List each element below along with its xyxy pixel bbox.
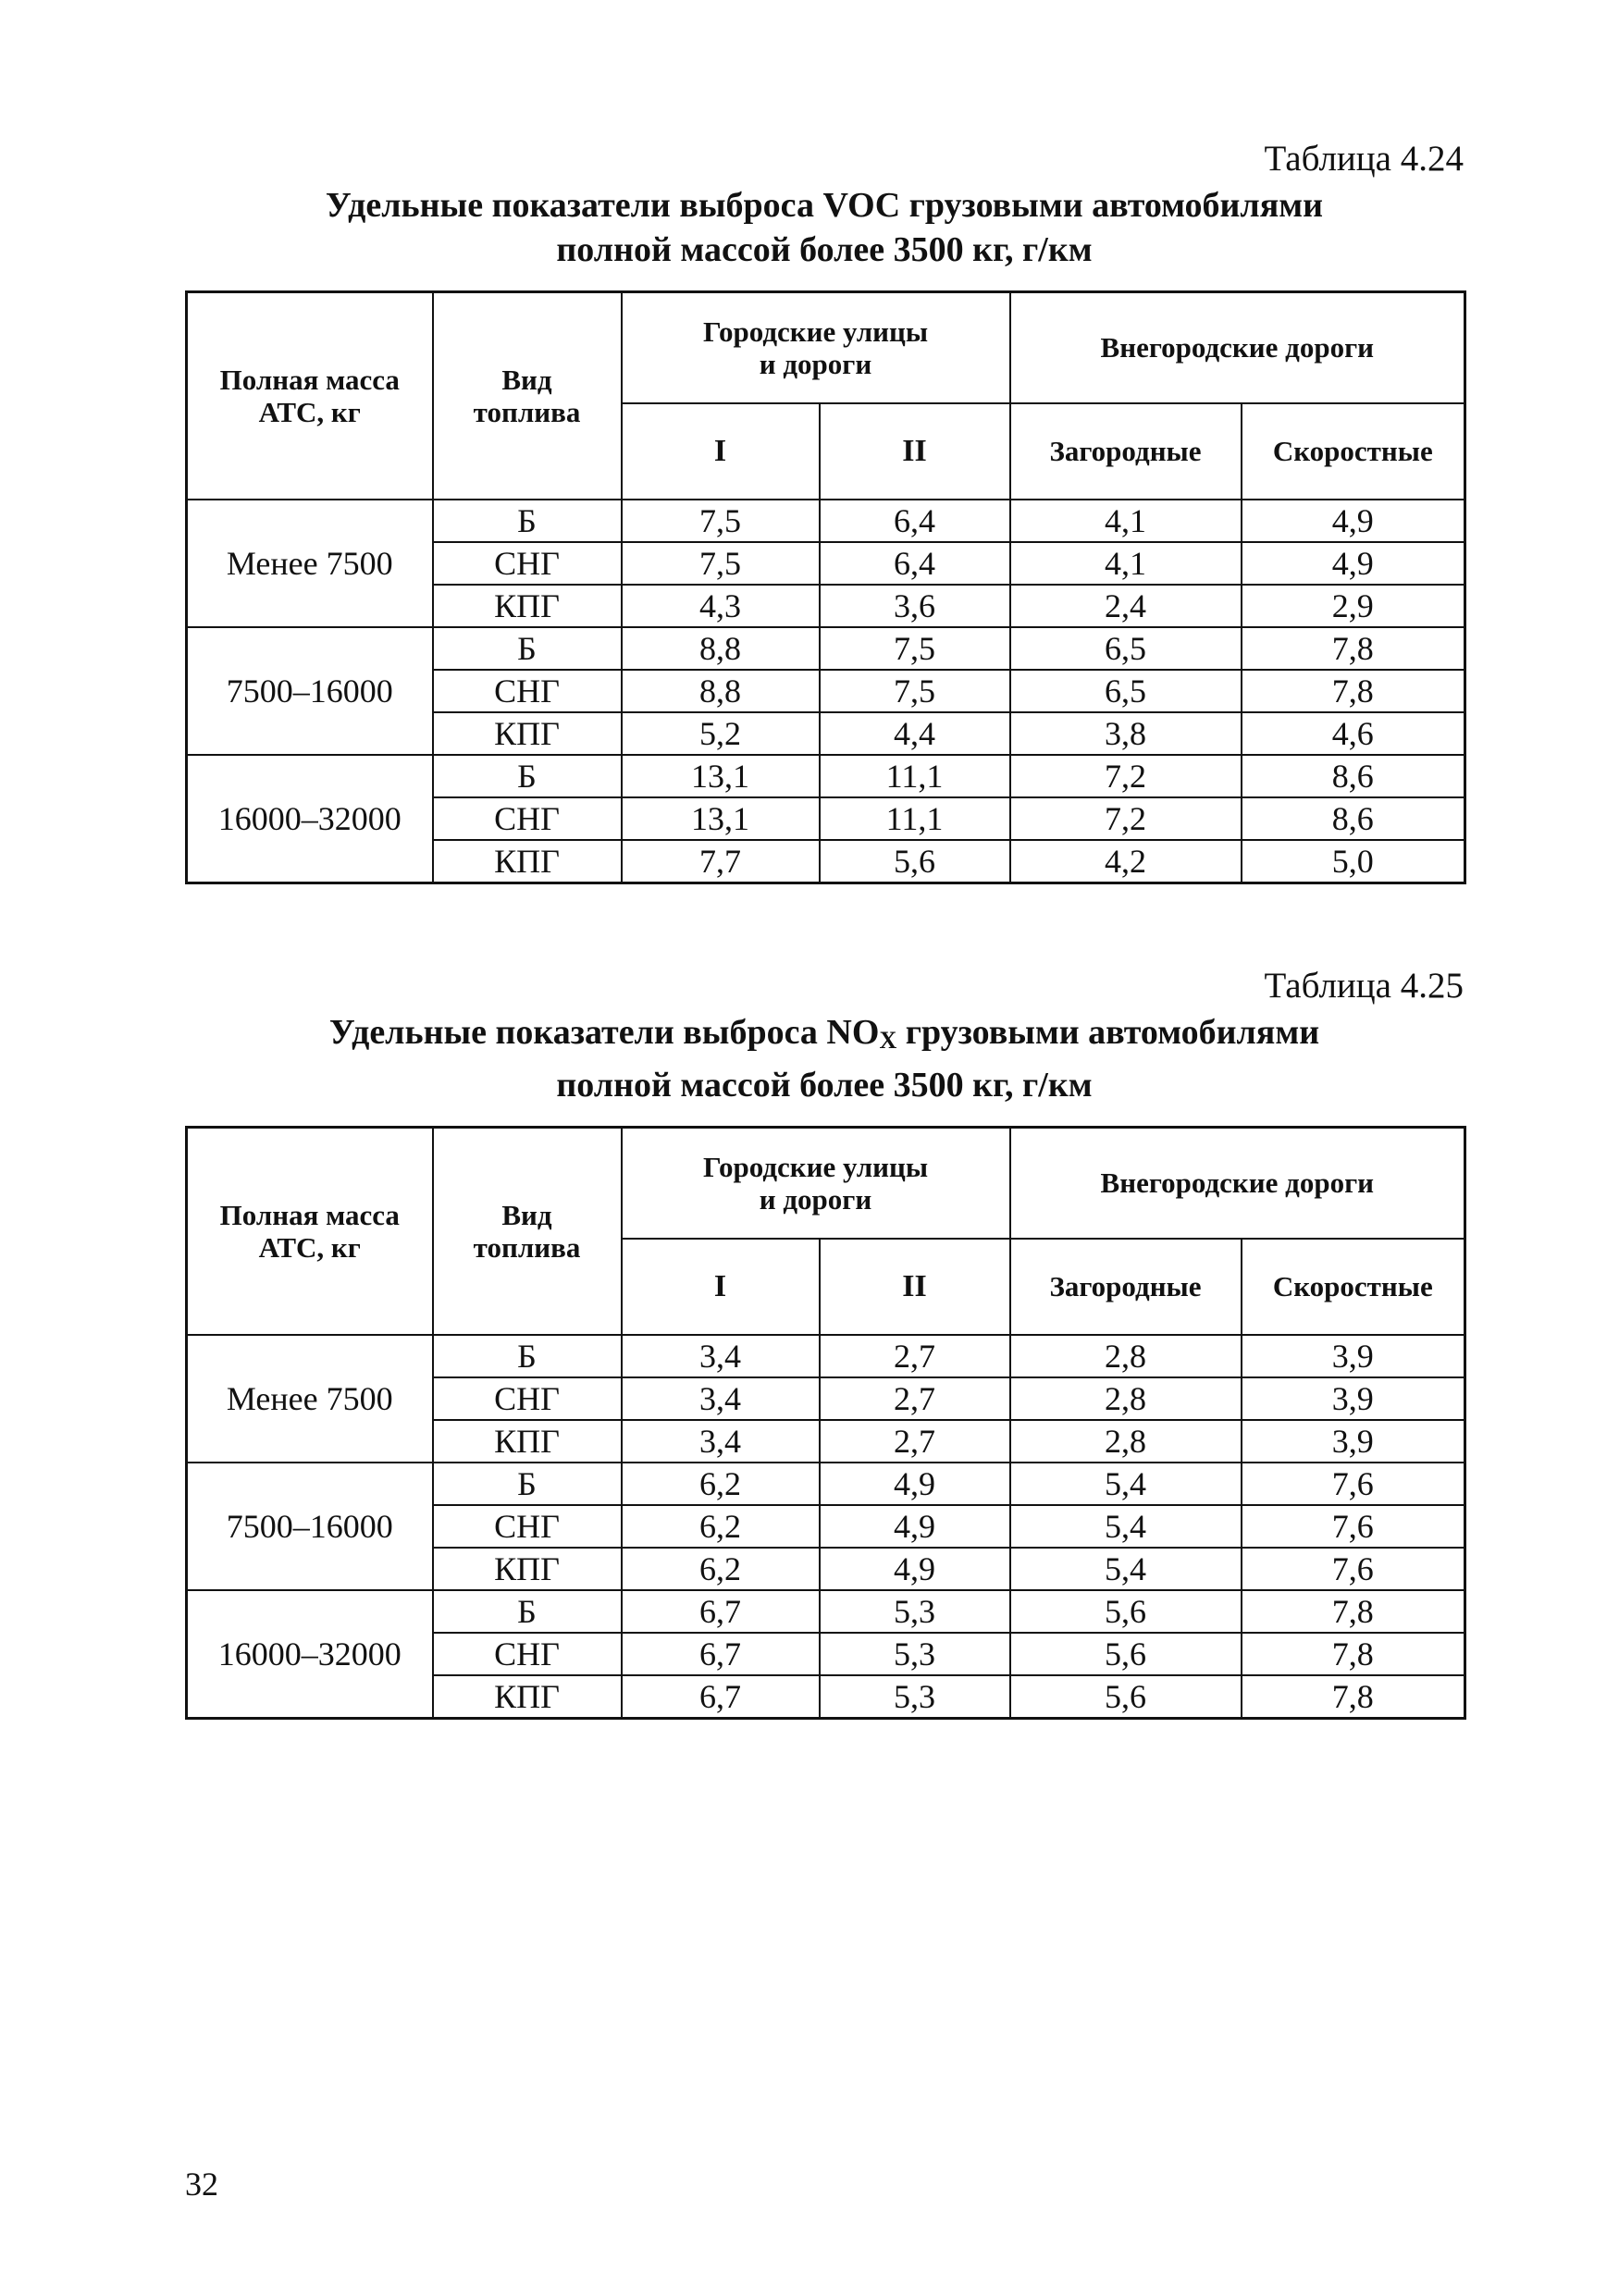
value-cell: 13,1 bbox=[622, 797, 820, 840]
value-cell: 6,2 bbox=[622, 1548, 820, 1590]
table-row bbox=[187, 1335, 1465, 1377]
table-row bbox=[187, 1463, 1465, 1505]
table-block-4-24 bbox=[185, 137, 1464, 884]
table-row bbox=[187, 627, 1465, 670]
value-cell: 3,9 bbox=[1242, 1420, 1465, 1463]
value-cell: 4,4 bbox=[820, 712, 1010, 755]
value-cell: 7,5 bbox=[622, 500, 820, 542]
value-cell: 7,8 bbox=[1242, 627, 1465, 670]
value-cell: 3,4 bbox=[622, 1377, 820, 1420]
value-cell: 7,2 bbox=[1010, 797, 1242, 840]
value-cell: 6,5 bbox=[1010, 670, 1242, 712]
value-cell: 2,8 bbox=[1010, 1335, 1242, 1377]
table-body bbox=[187, 1335, 1465, 1719]
mass-cell: Менее 7500 bbox=[187, 500, 433, 627]
table-row bbox=[187, 755, 1465, 797]
value-cell: 5,6 bbox=[1010, 1675, 1242, 1719]
value-cell: 7,8 bbox=[1242, 1675, 1465, 1719]
value-cell: 5,4 bbox=[1010, 1548, 1242, 1590]
value-cell: 5,3 bbox=[820, 1675, 1010, 1719]
fuel-cell: СНГ bbox=[433, 1377, 622, 1420]
value-cell: 7,5 bbox=[820, 627, 1010, 670]
value-cell: 7,2 bbox=[1010, 755, 1242, 797]
table-title bbox=[185, 183, 1464, 272]
fuel-cell: КПГ bbox=[433, 840, 622, 883]
value-cell: 5,6 bbox=[820, 840, 1010, 883]
fuel-cell: КПГ bbox=[433, 1548, 622, 1590]
value-cell: 7,6 bbox=[1242, 1505, 1465, 1548]
header-city-roads: Городские улицы и дороги bbox=[622, 292, 1010, 403]
emissions-table bbox=[185, 1126, 1466, 1720]
table-title bbox=[185, 1010, 1464, 1107]
header-col-ii: II bbox=[820, 403, 1010, 500]
value-cell: 4,9 bbox=[1242, 542, 1465, 585]
header-col-highway: Скоростные bbox=[1242, 403, 1465, 500]
header-col-suburban: Загородные bbox=[1010, 1239, 1242, 1335]
value-cell: 6,2 bbox=[622, 1505, 820, 1548]
value-cell: 5,6 bbox=[1010, 1633, 1242, 1675]
value-cell: 7,5 bbox=[622, 542, 820, 585]
value-cell: 3,6 bbox=[820, 585, 1010, 627]
value-cell: 3,9 bbox=[1242, 1377, 1465, 1420]
value-cell: 6,4 bbox=[820, 542, 1010, 585]
value-cell: 2,8 bbox=[1010, 1420, 1242, 1463]
value-cell: 2,8 bbox=[1010, 1377, 1242, 1420]
value-cell: 4,2 bbox=[1010, 840, 1242, 883]
table-title-line2: полной массой более 3500 кг, г/км bbox=[556, 230, 1093, 269]
mass-cell: 7500–16000 bbox=[187, 1463, 433, 1590]
value-cell: 6,7 bbox=[622, 1675, 820, 1719]
value-cell: 7,8 bbox=[1242, 1590, 1465, 1633]
fuel-cell: СНГ bbox=[433, 797, 622, 840]
value-cell: 7,6 bbox=[1242, 1463, 1465, 1505]
fuel-cell: Б bbox=[433, 755, 622, 797]
value-cell: 4,6 bbox=[1242, 712, 1465, 755]
value-cell: 5,2 bbox=[622, 712, 820, 755]
value-cell: 7,6 bbox=[1242, 1548, 1465, 1590]
value-cell: 7,7 bbox=[622, 840, 820, 883]
header-city-roads: Городские улицы и дороги bbox=[622, 1128, 1010, 1239]
value-cell: 6,7 bbox=[622, 1633, 820, 1675]
value-cell: 8,8 bbox=[622, 627, 820, 670]
mass-cell: 16000–32000 bbox=[187, 755, 433, 883]
value-cell: 11,1 bbox=[820, 755, 1010, 797]
header-col-i: I bbox=[622, 403, 820, 500]
header-fuel: Вид топлива bbox=[433, 1128, 622, 1335]
value-cell: 4,9 bbox=[820, 1548, 1010, 1590]
header-col-suburban: Загородные bbox=[1010, 403, 1242, 500]
table-row bbox=[187, 1590, 1465, 1633]
value-cell: 3,8 bbox=[1010, 712, 1242, 755]
header-col-highway: Скоростные bbox=[1242, 1239, 1465, 1335]
value-cell: 2,7 bbox=[820, 1420, 1010, 1463]
value-cell: 2,9 bbox=[1242, 585, 1465, 627]
value-cell: 6,4 bbox=[820, 500, 1010, 542]
value-cell: 4,1 bbox=[1010, 542, 1242, 585]
value-cell: 2,4 bbox=[1010, 585, 1242, 627]
page-number: 32 bbox=[185, 2166, 218, 2203]
mass-cell: 7500–16000 bbox=[187, 627, 433, 755]
table-row bbox=[187, 500, 1465, 542]
value-cell: 3,4 bbox=[622, 1420, 820, 1463]
value-cell: 11,1 bbox=[820, 797, 1010, 840]
value-cell: 5,6 bbox=[1010, 1590, 1242, 1633]
table-title-line1: Удельные показатели выброса VOC грузовыми автомобилями bbox=[325, 186, 1324, 225]
header-outside-roads: Внегородские дороги bbox=[1010, 1128, 1465, 1239]
value-cell: 2,7 bbox=[820, 1377, 1010, 1420]
table-body bbox=[187, 500, 1465, 883]
fuel-cell: СНГ bbox=[433, 670, 622, 712]
header-mass: Полная масса АТС, кг bbox=[187, 1128, 433, 1335]
value-cell: 4,9 bbox=[1242, 500, 1465, 542]
value-cell: 3,9 bbox=[1242, 1335, 1465, 1377]
fuel-cell: Б bbox=[433, 1463, 622, 1505]
value-cell: 7,8 bbox=[1242, 1633, 1465, 1675]
fuel-cell: Б bbox=[433, 627, 622, 670]
fuel-cell: Б bbox=[433, 1590, 622, 1633]
mass-cell: Менее 7500 bbox=[187, 1335, 433, 1463]
fuel-cell: Б bbox=[433, 500, 622, 542]
table-number: Таблица 4.25 bbox=[1264, 966, 1464, 1006]
table-title-line1: Удельные показатели выброса $NO_X$ грузовыми автомобилями bbox=[328, 1013, 1320, 1054]
fuel-cell: КПГ bbox=[433, 1420, 622, 1463]
header-outside-roads: Внегородские дороги bbox=[1010, 292, 1465, 403]
header-col-i: I bbox=[622, 1239, 820, 1335]
mass-cell: 16000–32000 bbox=[187, 1590, 433, 1719]
value-cell: 2,7 bbox=[820, 1335, 1010, 1377]
value-cell: 5,3 bbox=[820, 1633, 1010, 1675]
value-cell: 5,4 bbox=[1010, 1463, 1242, 1505]
value-cell: 8,8 bbox=[622, 670, 820, 712]
value-cell: 6,5 bbox=[1010, 627, 1242, 670]
value-cell: 8,6 bbox=[1242, 797, 1465, 840]
value-cell: 4,3 bbox=[622, 585, 820, 627]
value-cell: 5,0 bbox=[1242, 840, 1465, 883]
value-cell: 6,7 bbox=[622, 1590, 820, 1633]
value-cell: 4,9 bbox=[820, 1505, 1010, 1548]
emissions-table bbox=[185, 290, 1466, 884]
fuel-cell: КПГ bbox=[433, 712, 622, 755]
fuel-cell: СНГ bbox=[433, 1633, 622, 1675]
fuel-cell: СНГ bbox=[433, 542, 622, 585]
value-cell: 13,1 bbox=[622, 755, 820, 797]
fuel-cell: КПГ bbox=[433, 1675, 622, 1719]
table-number: Таблица 4.24 bbox=[1264, 139, 1464, 179]
header-mass: Полная масса АТС, кг bbox=[187, 292, 433, 500]
fuel-cell: СНГ bbox=[433, 1505, 622, 1548]
value-cell: 5,4 bbox=[1010, 1505, 1242, 1548]
fuel-cell: КПГ bbox=[433, 585, 622, 627]
value-cell: 3,4 bbox=[622, 1335, 820, 1377]
table-block-4-25 bbox=[185, 964, 1464, 1720]
value-cell: 7,5 bbox=[820, 670, 1010, 712]
header-fuel: Вид топлива bbox=[433, 292, 622, 500]
value-cell: 7,8 bbox=[1242, 670, 1465, 712]
value-cell: 4,1 bbox=[1010, 500, 1242, 542]
value-cell: 6,2 bbox=[622, 1463, 820, 1505]
fuel-cell: Б bbox=[433, 1335, 622, 1377]
table-title-line2: полной массой более 3500 кг, г/км bbox=[556, 1066, 1093, 1105]
value-cell: 4,9 bbox=[820, 1463, 1010, 1505]
value-cell: 5,3 bbox=[820, 1590, 1010, 1633]
header-col-ii: II bbox=[820, 1239, 1010, 1335]
value-cell: 8,6 bbox=[1242, 755, 1465, 797]
